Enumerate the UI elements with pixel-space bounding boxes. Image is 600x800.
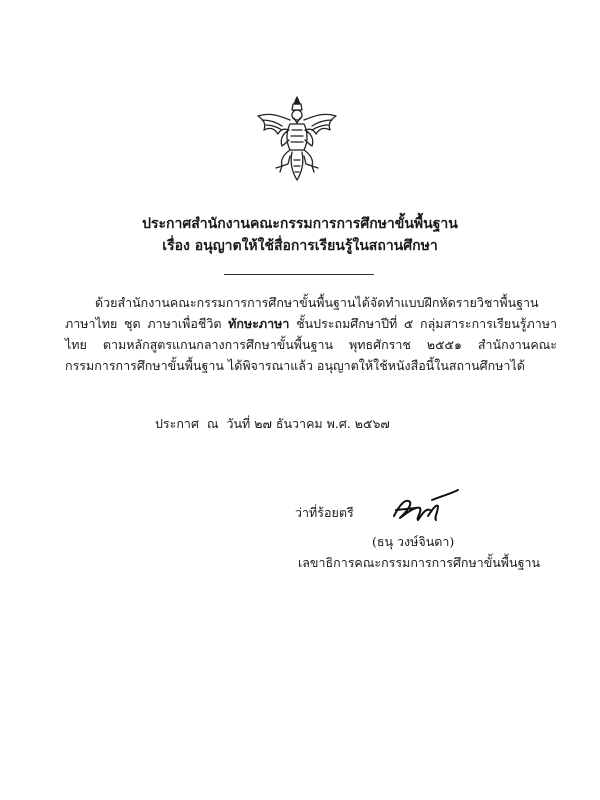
signer-name: (ธนุ วงษ์จินดา) <box>372 534 455 549</box>
document-title: ประกาศสำนักงานคณะกรรมการการศึกษาขั้นพื้นฐาน <box>142 216 458 232</box>
announce-label: ประกาศ <box>155 416 199 431</box>
garuda-emblem-icon <box>252 94 342 184</box>
signer-rank: ว่าที่ร้อยตรี <box>295 505 354 520</box>
document-subject: เรื่อง อนุญาตให้ใช้สื่อการเรียนรู้ในสถานศึกษา <box>162 238 438 254</box>
announcement-date-line <box>155 414 394 434</box>
body-text-part1: ด้วยสำนักงานคณะกรรมการการศึกษาขั้นพื้นฐานได้จัดทำแบบฝึกหัดรายวิชาพื้นฐาน ภาษาไทย ชุด ภาษาเพื่อชีวิต <box>65 295 539 331</box>
announce-at: ณ <box>206 416 219 431</box>
body-text-part2: ชั้นประถมศึกษาปีที่ ๕ กลุ่มสาระการเรียนรู้ภาษาไทย ตามหลักสูตรแกนกลางการศึกษาขั้นพื้นฐาน พุทธศักราช ๒๕๕๑ สำนักงานคณะกรรมการการศึกษาขั้นพื้นฐาน ได้พิจารณาแล้ว อนุญาตให้ใช้หนังสือนี้ในสถานศึกษาได้ <box>65 316 557 373</box>
signature-icon <box>388 486 460 526</box>
announce-date: วันที่ ๒๗ ธันวาคม พ.ศ. ๒๕๖๗ <box>226 416 390 431</box>
body-paragraph <box>65 292 557 376</box>
title-divider <box>224 274 374 275</box>
body-text-bold: ทักษะภาษา <box>228 316 290 331</box>
signer-title: เลขาธิการคณะกรรมการการศึกษาขั้นพื้นฐาน <box>298 555 541 570</box>
